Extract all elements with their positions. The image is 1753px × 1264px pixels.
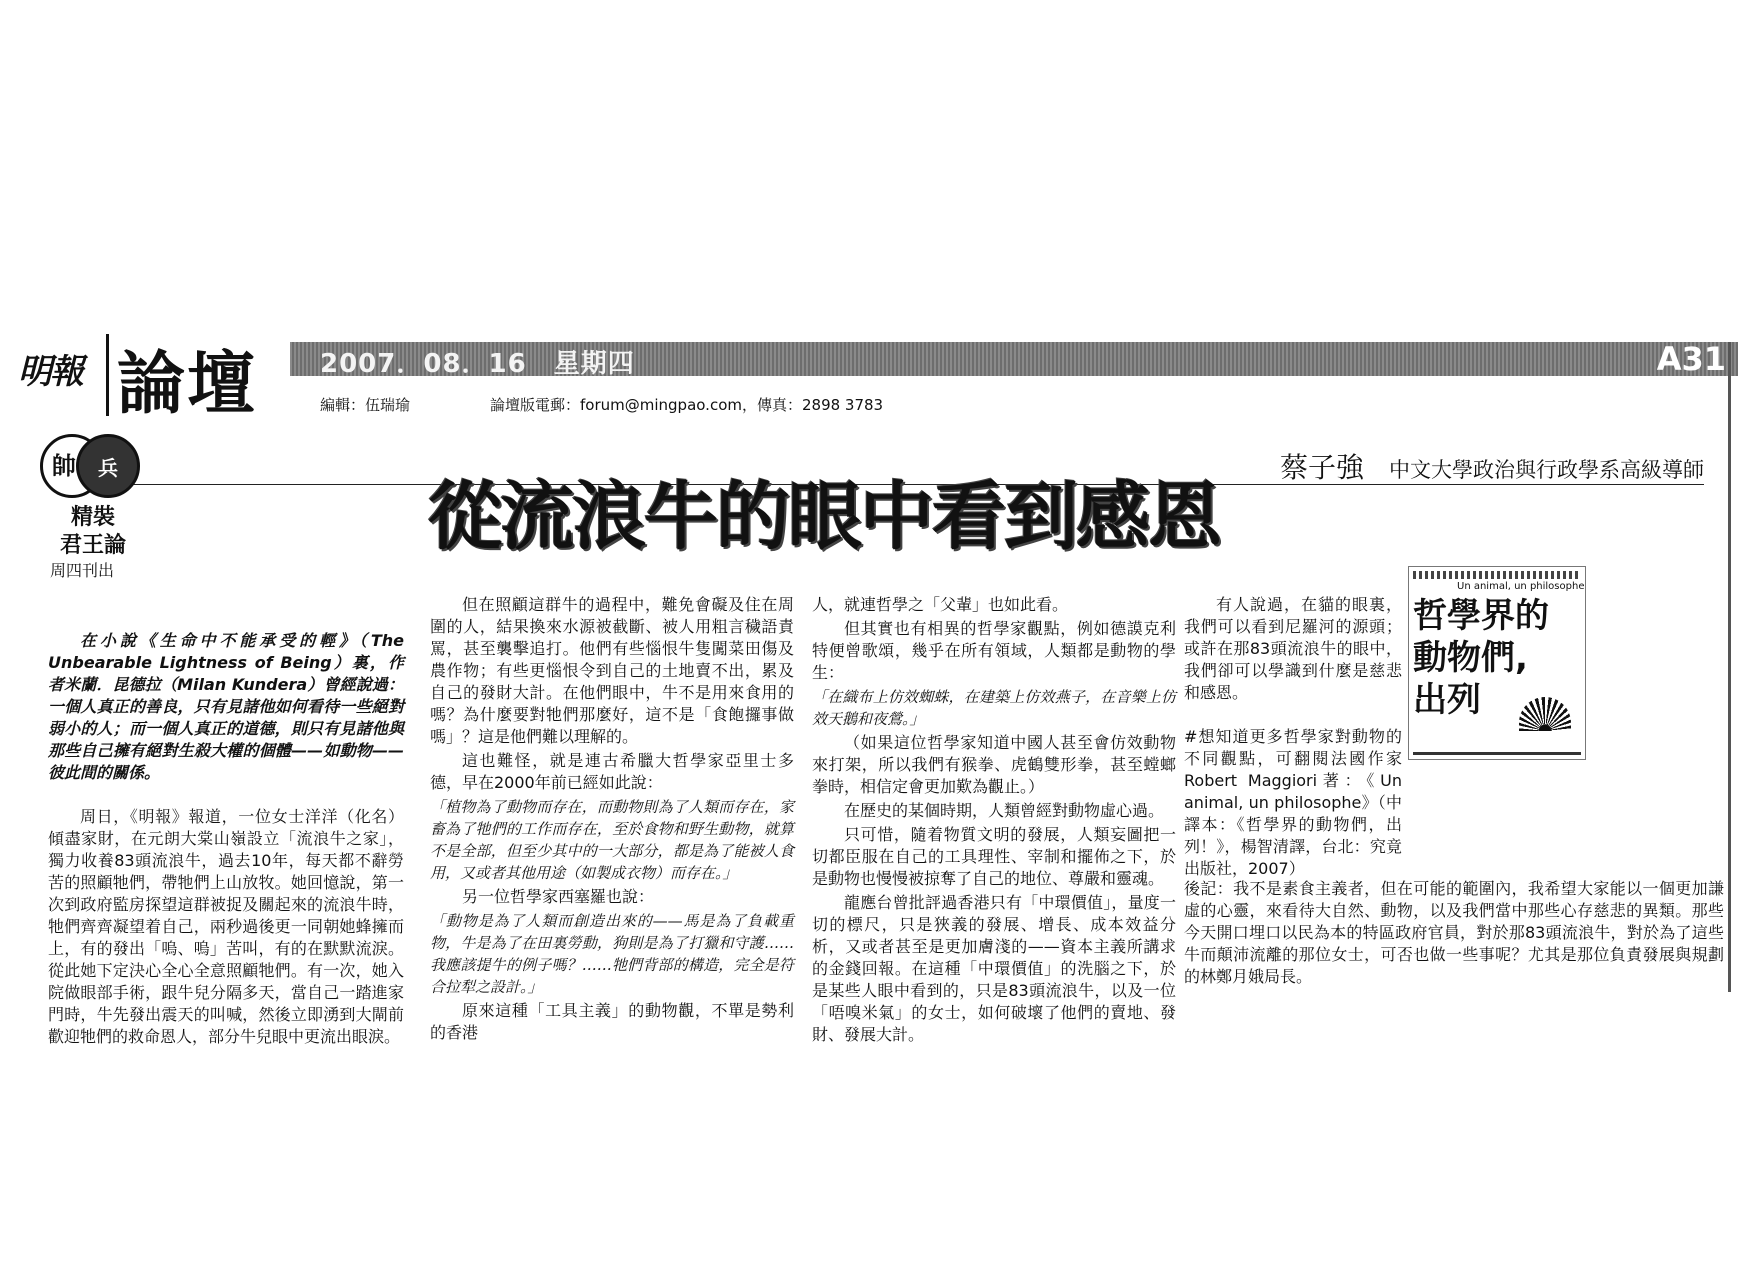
section-box xyxy=(106,334,289,424)
body-paragraph: 這也難怪，就是連古希臘大哲學家亞里士多德，早在2000年前已經如此說： xyxy=(430,751,794,792)
newspaper-logo: 明報 xyxy=(18,352,82,392)
quote-aristotle: 「植物為了動物而存在，而動物則為了人類而存在，家畜為了牠們的工作而存在，至於食物和野生動物，就算不是全部，但至少其中的一大部分，都是為了能被人食用，又或者其他用途（如製成衣物）而存在。」 xyxy=(430,798,794,882)
book-title-line1: 哲學界的 xyxy=(1413,596,1549,636)
book-bottom-bar xyxy=(1413,752,1581,755)
postscript xyxy=(1184,878,1724,990)
body-paragraph: 龍應台曾批評過香港只有「中環價值」，量度一切的標尺，只是狹義的發展、增長、成本效益分析，又或者甚至是更加膚淺的——資本主義所講求的金錢回報。在這種「中環價值」的洗腦之下，於是某些人眼中看到的，只是83頭流浪牛，以及一位「唔嗅米氣」的女士，如何破壞了他們的賣地、發財、發展大計。 xyxy=(812,893,1176,1044)
section-title: 論壇 xyxy=(117,344,258,424)
quote-cicero: 「動物是為了人類而創造出來的——馬是為了負載重物，牛是為了在田裏勞動，狗則是為了打獵和守護……我應該提牛的例子嗎？……牠們背部的構造，完全是符合拉犁之設計。」 xyxy=(430,912,794,996)
body-paragraph: 在歷史的某個時期，人類曾經對動物虛心過。 xyxy=(844,801,1165,820)
book-title-line3: 出列 xyxy=(1413,680,1481,720)
body-paragraph: 原來這種「工具主義」的動物觀，不單是勢利的香港 xyxy=(430,1001,794,1042)
body-paragraph: 有人說過，在貓的眼裏，我們可以看到尼羅河的源頭；或許在那83頭流浪牛的眼中，我們卻可以學識到什麼是慈悲和感恩。 xyxy=(1184,595,1402,702)
author-name: 蔡子強 xyxy=(1279,451,1364,484)
column-badge xyxy=(40,434,138,494)
body-paragraph: 但在照顧這群牛的過程中，難免會礙及住在周圍的人，結果換來水源被截斷、被人用粗言穢語責罵，甚至襲擊追打。他們有些惱恨牛隻闖菜田傷及農作物；有些更惱恨令到自己的土地賣不出，累及自己的發財大計。在他們眼中，牛不是用來食用的嗎？為什麼要對牠們那麼好，這不是「食飽攞事做嗎」？這是他們難以理解的。 xyxy=(430,595,794,746)
issue-date: 2007．08．16 星期四 xyxy=(320,349,635,379)
badge-text-left: 帥 xyxy=(52,452,76,480)
book-top-stripe xyxy=(1413,571,1581,579)
badge-text-right: 兵 xyxy=(98,456,118,480)
article-column-2 xyxy=(430,594,794,1046)
headline: 從流浪牛的眼中看到感恩 xyxy=(428,474,1220,560)
article-column-4 xyxy=(1184,594,1402,882)
right-border-rule xyxy=(1728,342,1731,992)
postscript-paragraph: 後記：我不是素食主義者，但在可能的範圍內，我希望大家能以一個更加謙虛的心靈，來看待大自然、動物，以及我們當中那些心存慈悲的異類。那些今天開口埋口以民為本的特區政府官員，對於那83頭流浪牛，對於為了這些牛而顛沛流離的那位女士，可否也做一些事呢？尤其是那位負責發展與規劃的林鄭月娥局長。 xyxy=(1184,879,1724,986)
column-name xyxy=(60,504,126,560)
book-reference: #想知道更多哲學家對動物的不同觀點，可翻閱法國作家Robert Maggiori著：《Un animal, un philosophe》（中譯本：《哲學界的動物們，出列！》，楊智清譯，台北：究竟出版社，2007） xyxy=(1184,727,1402,878)
editor-credit: 編輯：伍瑞瑜 xyxy=(320,396,411,414)
body-paragraph: 人，就連哲學之「父輩」也如此看。 xyxy=(812,595,1069,614)
page-number: A31 xyxy=(1656,340,1726,378)
date-bar xyxy=(290,340,1738,379)
column-frequency: 周四刊出 xyxy=(50,561,115,580)
masthead xyxy=(18,334,290,424)
body-paragraph: 但其實也有相異的哲學家觀點，例如德謨克利特便曾歌頌，幾乎在所有領域，人類都是動物的學生： xyxy=(812,619,1176,682)
newspaper-clipping xyxy=(18,334,1740,1046)
book-subtitle: Un animal, un philosophe xyxy=(1457,581,1585,592)
book-cover-image xyxy=(1408,566,1586,760)
contact-info: 論壇版電郵：forum@mingpao.com，傳真：2898 3783 xyxy=(490,396,884,414)
body-paragraph: 另一位哲學家西塞羅也說： xyxy=(462,887,655,906)
author-title: 中文大學政治與行政學系高級導師 xyxy=(1389,458,1704,482)
body-paragraph: 周日，《明報》報道，一位女士洋洋（化名）傾盡家財，在元朗大棠山嶺設立「流浪牛之家」，獨力收養83頭流浪牛，過去10年，每天都不辭勞苦的照顧牠們，帶牠們上山放牧。她回憶說，第一次到政府監房探望這群被捉及關起來的流浪牛時，牠們齊齊凝望着自己，兩秒過後更一同朝她蜂擁而上，有的發出「嗚、嗚」苦叫，有的在默默流淚。從此她下定決心全心全意照顧牠們。有一次，她入院做眼部手術，跟牛兒分隔多天，當自己一踏進家門時，牛先發出震天的叫喊，然後立即湧到大閘前歡迎牠們的救命恩人，部分牛兒眼中更流出眼淚。 xyxy=(48,807,404,1046)
book-title-line2: 動物們, xyxy=(1413,638,1528,678)
article-column-1 xyxy=(48,630,404,1050)
column-name-line1: 精裝 xyxy=(71,505,116,530)
body-paragraph: 只可惜，隨着物質文明的發展，人類妄圖把一切都臣服在自己的工具理性、宰制和擺佈之下，於是動物也慢慢被掠奪了自己的地位、尊嚴和靈魂。 xyxy=(812,825,1176,888)
body-paragraph: （如果這位哲學家知道中國人甚至會仿效動物來打架，所以我們有猴拳、虎鶴雙形拳，甚至螳螂拳時，相信定會更加歎為觀止。） xyxy=(812,733,1176,796)
intro-paragraph: 在小說《生命中不能承受的輕》（The Unbearable Lightness of Being）裏，作者米蘭．昆德拉（Milan Kundera）曾經說過：一個人真正的善良，只有見諸他如何看待一些絕對弱小的人；而一個人真正的道德，則只有見諸他與那些自己擁有絕對生殺大權的個體——如動物——彼此間的關係。 xyxy=(48,631,404,782)
quote-democritus: 「在織布上仿效蜘蛛，在建築上仿效燕子，在音樂上仿效天鵝和夜鶯。」 xyxy=(812,688,1176,728)
article-column-3 xyxy=(812,594,1176,1048)
column-name-line2: 君王論 xyxy=(60,533,127,558)
